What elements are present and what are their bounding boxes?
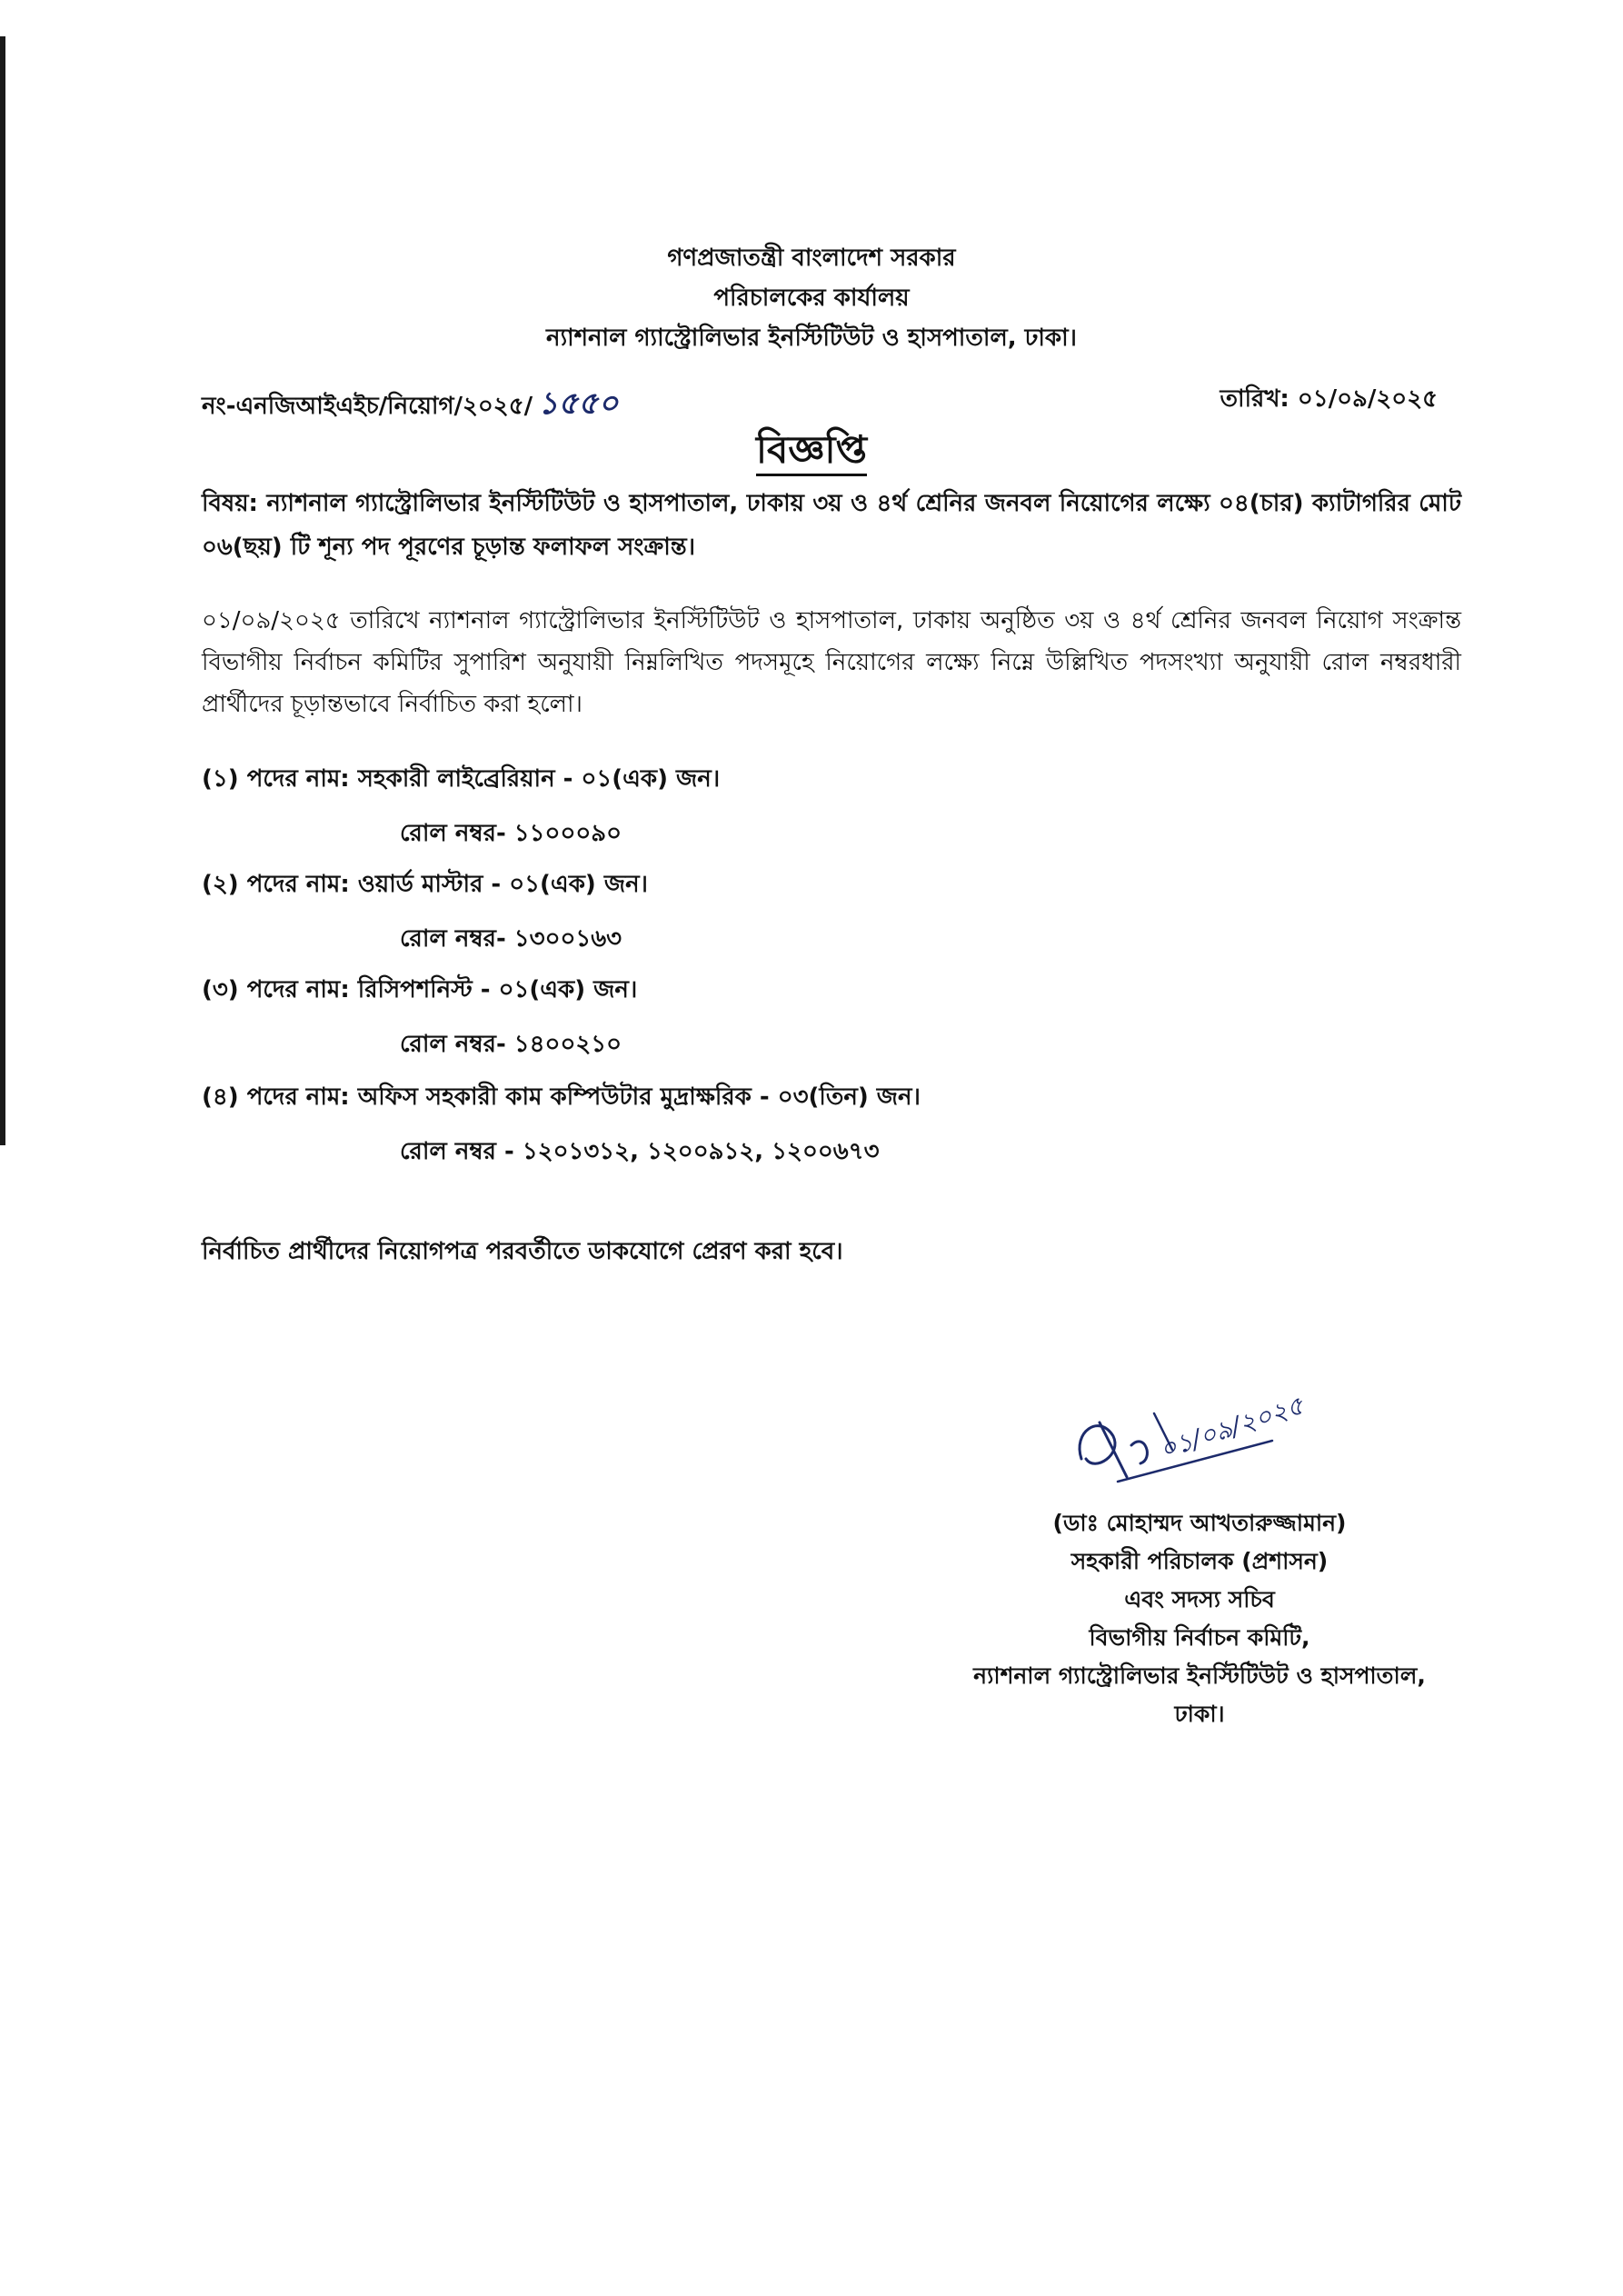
- signatory-committee: বিভাগীয় নির্বাচন কমিটি,: [1089, 1624, 1310, 1651]
- signatory-city: ঢাকা।: [1174, 1701, 1225, 1727]
- signature-date: ০১/০৯/২০২৫: [1155, 1390, 1308, 1465]
- memo-handwritten-number: ১৫৫০: [538, 385, 619, 422]
- notice-title: [0, 420, 1623, 484]
- roll-number-4: রোল নম্বর - ১২০১৩১২, ১২০০৯১২, ১২০০৬৭৩: [400, 1138, 880, 1165]
- memo-prefix: নং-এনজিআইএইচ/নিয়োগ/২০২৫/: [202, 393, 533, 420]
- subject-line: বিষয়: ন্যাশনাল গ্যাস্ট্রোলিভার ইনস্টিটিউট ও হাসপাতাল, ঢাকায় ৩য় ও ৪র্থ শ্রেনির জনবল নিয়োগের লক্ষ্যে ০৪(চার) ক্যাটাগরির মোট ০৬(ছয়) টি শূন্য পদ পূরণের চূড়ান্ত ফলাফল সংক্রান্ত।: [202, 490, 1461, 561]
- signatory-role: এবং সদস্য সচিব: [1124, 1586, 1275, 1612]
- signatory-block: [872, 1504, 1527, 1733]
- scan-edge-shadow: [0, 36, 5, 1145]
- handwritten-signature: [1063, 1390, 1308, 1495]
- post-item-3: (৩) পদের নাম: রিসিপশনিস্ট - ০১(এক) জন।: [202, 976, 638, 1003]
- notice-title-text: বিজ্ঞপ্তি: [756, 427, 867, 476]
- issue-date: তারিখ: ০১/০৯/২০২৫: [1220, 385, 1438, 413]
- signatory-name: (ডাঃ মোহাম্মদ আখতারুজ্জামান): [1052, 1510, 1347, 1536]
- letterhead-institution: ন্যাশনাল গ্যাস্ট্রোলিভার ইনস্টিটিউট ও হাসপাতাল, ঢাকা।: [546, 324, 1077, 352]
- letterhead-office: পরিচালকের কার্যালয়: [713, 285, 910, 312]
- post-item-4: (৪) পদের নাম: অফিস সহকারী কাম কম্পিউটার মুদ্রাক্ষরিক - ০৩(তিন) জন।: [202, 1083, 921, 1111]
- letterhead: [0, 238, 1623, 358]
- post-item-1: (১) পদের নাম: সহকারী লাইব্রেরিয়ান - ০১(এক) জন।: [202, 765, 721, 793]
- roll-number-2: রোল নম্বর- ১৩০০১৬৩: [400, 925, 622, 953]
- closing-statement: নির্বাচিত প্রার্থীদের নিয়োগপত্র পরবর্তীতে ডাকযোগে প্রেরণ করা হবে।: [202, 1238, 843, 1265]
- post-item-2: (২) পদের নাম: ওয়ার্ড মাস্টার - ০১(এক) জন।: [202, 871, 648, 898]
- body-paragraph: ০১/০৯/২০২৫ তারিখে ন্যাশনাল গ্যাস্ট্রোলিভার ইনস্টিটিউট ও হাসপাতাল, ঢাকায় অনুষ্ঠিত ৩য় ও ৪র্থ শ্রেনির জনবল নিয়োগ সংক্রান্ত বিভাগীয় নির্বাচন কমিটির সুপারিশ অনুযায়ী নিম্নলিখিত পদসমূহে নিয়োগের লক্ষ্যে নিম্নে উল্লিখিত পদসংখ্যা অনুযায়ী রোল নম্বরধারী প্রার্থীদের চূড়ান্তভাবে নির্বাচিত করা হলো।: [202, 607, 1461, 718]
- roll-number-3: রোল নম্বর- ১৪০০২১০: [400, 1031, 622, 1058]
- roll-number-1: রোল নম্বর- ১১০০০৯০: [400, 820, 622, 847]
- signatory-designation: সহকারী পরিচালক (প্রশাসন): [1070, 1548, 1329, 1574]
- letterhead-government: গণপ্রজাতন্ত্রী বাংলাদেশ সরকার: [667, 245, 956, 272]
- signatory-institution: ন্যাশনাল গ্যাস্ট্রোলিভার ইনস্টিটিউট ও হাসপাতাল,: [973, 1662, 1426, 1689]
